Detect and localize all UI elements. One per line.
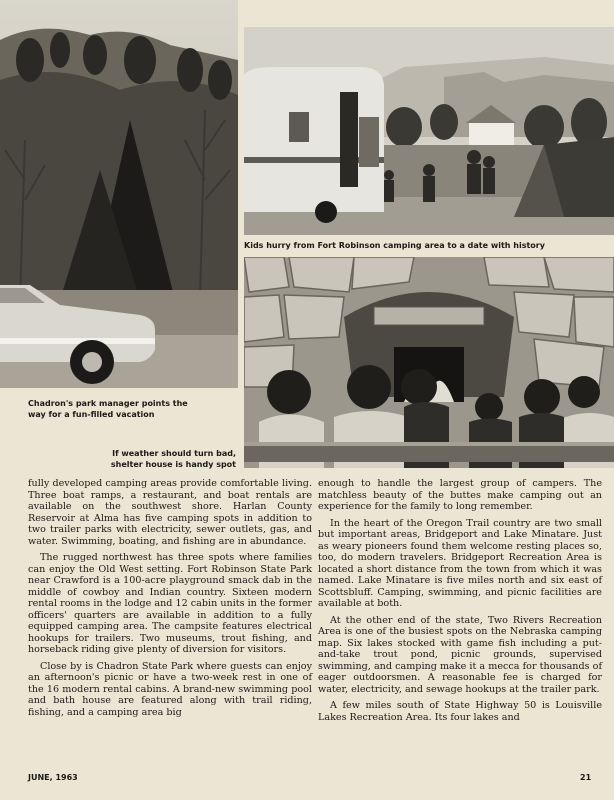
chadron-park-illustration: [0, 0, 238, 388]
right-column: [318, 478, 602, 728]
paragraph: Close by is Chadron State Park where guests can enjoy an afternoon's picnic or have a two-week rest in one of the 16 modern rental cabins. A brand-new swimming pool and bath house are featured along with trail riding, fishing, and a camping area big: [28, 660, 312, 718]
camping-photo-caption: Kids hurry from Fort Robinson camping area to a date with history: [244, 241, 545, 250]
paragraph: fully developed camping areas provide comfortable living. Three boat ramps, a restaurant, and boat rentals are available on the southwest shore. Harlan County Reservoir at Alma has five camping spots in addition to two trailer parks with electricity, sewer outlets, gas, and water. Swimming, boating, and fishing are in abundance.: [28, 478, 312, 547]
page-number: 21: [580, 773, 592, 782]
camping-illustration: [244, 27, 614, 235]
shelter-photo-caption: If weather should turn bad, shelter house is handy spot: [110, 449, 236, 469]
paragraph: The rugged northwest has three spots where families can enjoy the Old West setting. Fort Robinson State Park near Crawford is a 100-acre playground smack dab in the middle of cowboy and Indian country. Sixteen modern rental rooms in the lodge and 12 cabin units in the former officers' quarters are available in addition to a fully equipped camping area. The campsite features electrical hookups for trailers. Two museums, trout fishing, and horseback riding give plenty of diversion for visitors.: [28, 552, 312, 655]
paragraph: enough to handle the largest group of campers. The matchless beauty of the buttes make camping out an experience for the family to long remember.: [318, 478, 602, 512]
footer-date: JUNE, 1963: [28, 773, 78, 782]
fort-robinson-camping-photo: [244, 27, 614, 235]
left-column: [28, 478, 312, 723]
chadron-photo-caption: Chadron's park manager points the way for a fun-filled vacation: [28, 399, 188, 419]
paragraph: At the other end of the state, Two Rivers Recreation Area is one of the busiest spots on the Nebraska camping map. Six lakes stocked with game fish including a put-and-take trout pond, picnic grounds, supervised swimming, and camping make it a mecca for thousands of eager outdoorsmen. A reasonable fee is charged for water, electricity, and sewage hookups at the trailer park.: [318, 614, 602, 695]
paragraph: In the heart of the Oregon Trail country are two small but important areas, Bridgeport and Lake Minatare. Just as weary pioneers found them welcome resting places so, too, do modern travelers. Bridgeport Recreation Area is located a short distance from the town from which it was named. Lake Minatare is five miles north and six east of Scottsbluff. Camping, swimming, and picnic facilities are available at both.: [318, 517, 602, 609]
shelter-house-photo: [244, 257, 614, 468]
shelter-house-illustration: [244, 257, 614, 468]
paragraph: A few miles south of State Highway 50 is Louisville Lakes Recreation Area. Its four lakes and: [318, 700, 602, 723]
chadron-park-photo: [0, 0, 238, 388]
